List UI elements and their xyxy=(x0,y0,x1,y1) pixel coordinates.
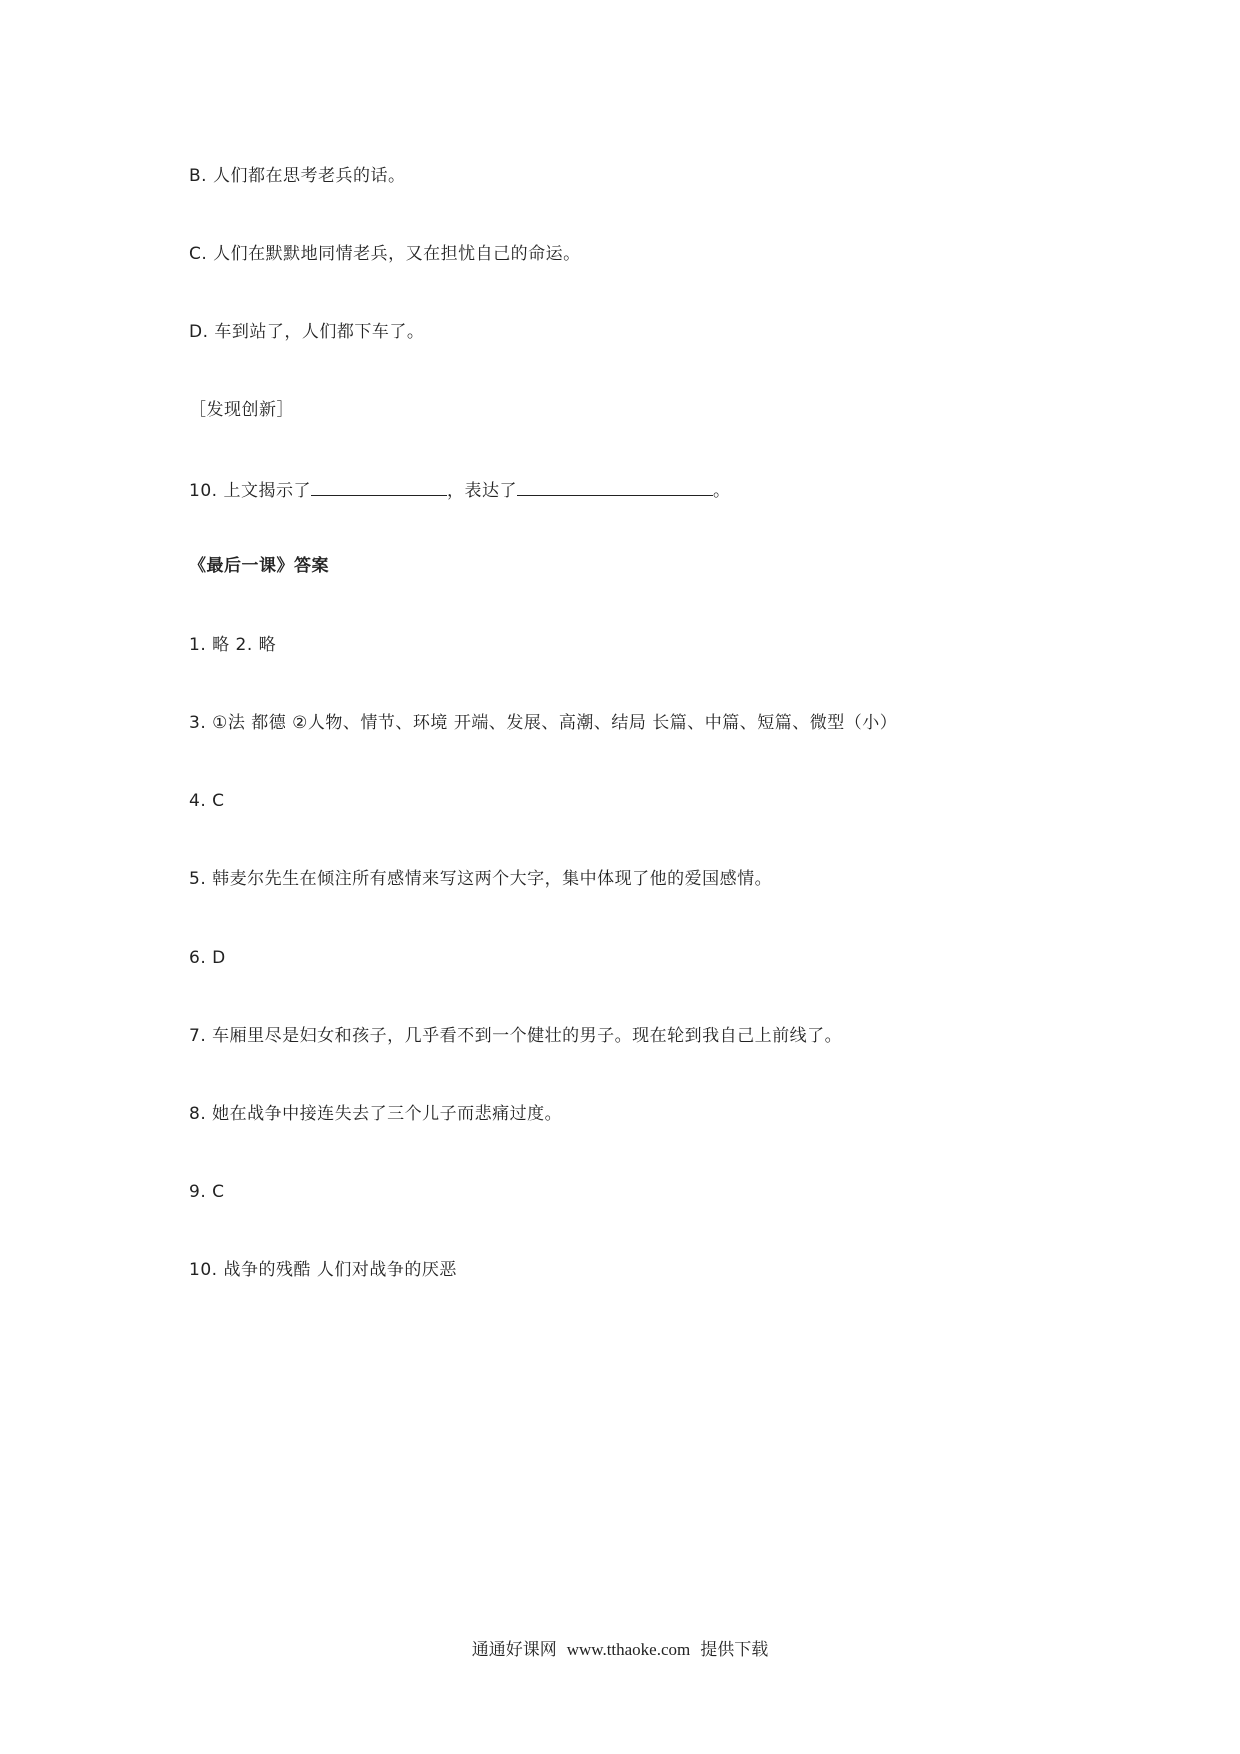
answer-item: 4. C xyxy=(189,791,225,811)
question-10-prefix: 10. 上文揭示了 xyxy=(189,481,311,501)
footer-url-link[interactable]: www.tthaoke.com xyxy=(566,1640,691,1659)
section-label: ［发现创新］ xyxy=(189,400,294,420)
page-footer xyxy=(0,1638,1240,1662)
answer-item: 9. C xyxy=(189,1182,225,1202)
footer-site-name: 通通好课网 xyxy=(471,1640,557,1660)
answers-title: 《最后一课》答案 xyxy=(189,556,329,576)
option-c: C. 人们在默默地同情老兵，又在担忧自己的命运。 xyxy=(189,244,581,264)
option-b: B. 人们都在思考老兵的话。 xyxy=(189,166,406,186)
answer-item: 7. 车厢里尽是妇女和孩子，几乎看不到一个健壮的男子。现在轮到我自己上前线了。 xyxy=(189,1026,843,1046)
answer-blank-1[interactable] xyxy=(311,477,447,496)
answer-item: 8. 她在战争中接连失去了三个儿子而悲痛过度。 xyxy=(189,1104,563,1124)
question-10-suffix: 。 xyxy=(712,481,731,501)
answer-item: 3. ①法 都德 ②人物、情节、环境 开端、发展、高潮、结局 长篇、中篇、短篇、微型（小） xyxy=(189,713,898,733)
question-10 xyxy=(189,477,730,503)
option-d: D. 车到站了，人们都下车了。 xyxy=(189,322,425,342)
answer-item: 1. 略 2. 略 xyxy=(189,635,277,655)
answer-item: 5. 韩麦尔先生在倾注所有感情来写这两个大字，集中体现了他的爱国感情。 xyxy=(189,869,773,889)
footer-action: 提供下载 xyxy=(700,1640,769,1660)
answer-item: 6. D xyxy=(189,948,226,968)
answer-blank-2[interactable] xyxy=(517,477,713,496)
question-10-middle: ，表达了 xyxy=(446,481,517,501)
answer-item: 10. 战争的残酷 人们对战争的厌恶 xyxy=(189,1260,457,1280)
